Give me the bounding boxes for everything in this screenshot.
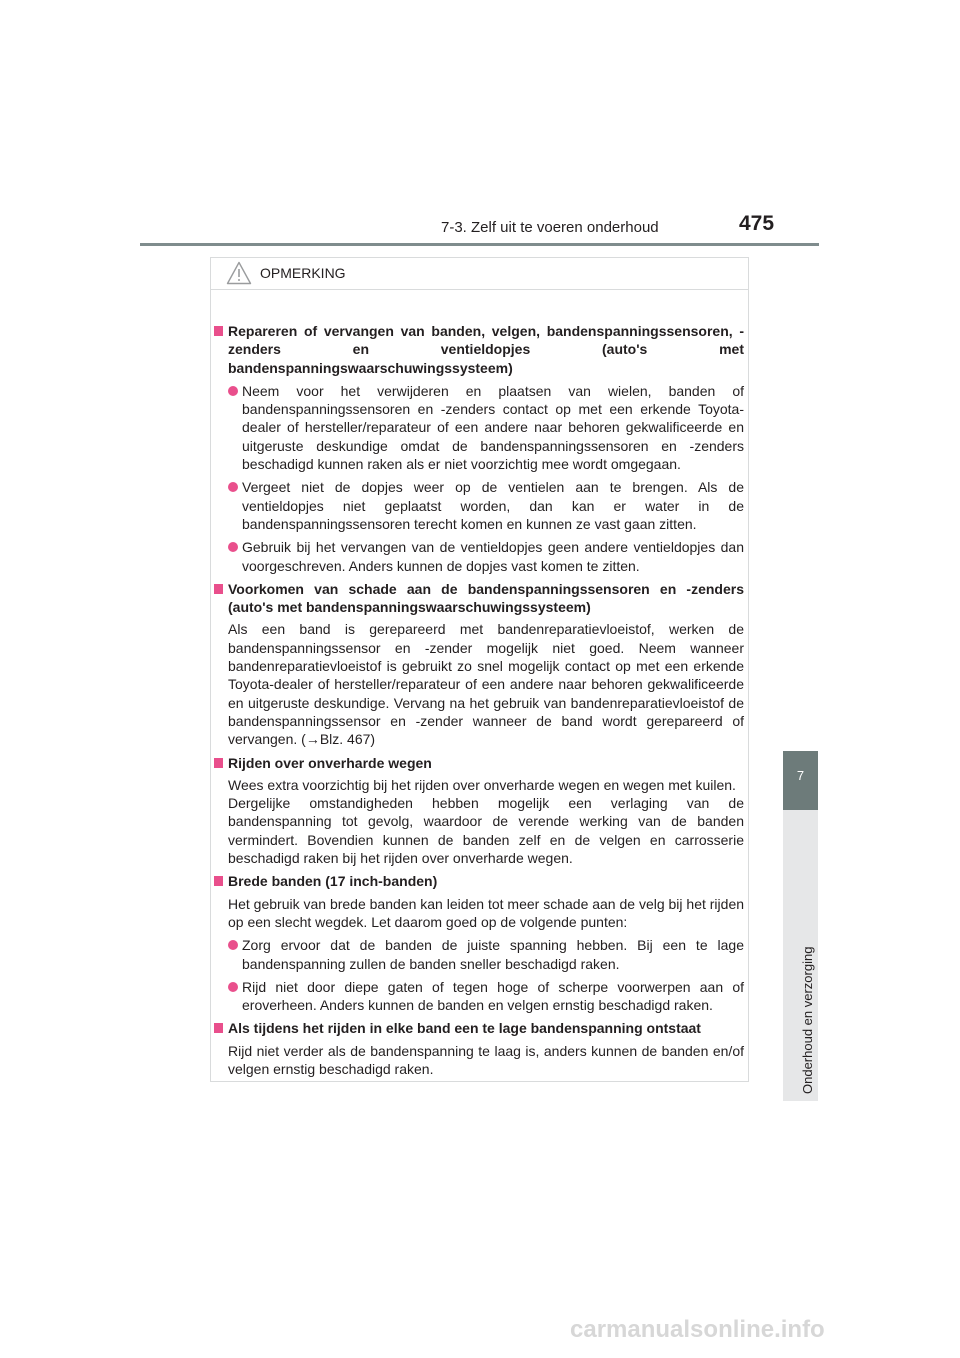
section-heading: Brede banden (17 inch-banden)	[228, 873, 438, 890]
notice-section	[212, 322, 744, 575]
section-text: Wees extra voorzichtig bij het rijden over onverharde wegen en wegen met kuilen.	[228, 776, 736, 793]
chapter-number: 7	[783, 751, 818, 810]
bullet-item: Vergeet niet de dopjes weer op de ventielen aan te brengen. Als de ventieldopjes niet geplaatst worden, dan kan er water in de bandenspanningssensoren terecht komen en kunnen ze vast gaan zitten.	[228, 478, 744, 533]
section-text: Rijd niet verder als de bandenspanning te laag is, anders kunnen de banden en/of velgen ernstig beschadigd raken.	[228, 1042, 744, 1077]
bullet-item: Neem voor het verwijderen en plaatsen van wielen, banden of bandenspanningssensoren en -zenders contact op met een erkende Toyota-dealer of hersteller/reparateur of een andere naar behoren gekwalificeerde en uitgeruste deskundige omdat de bandenspanningssensoren en -zenders beschadigd kunnen raken als er niet voorzichtig mee wordt omgegaan.	[228, 382, 744, 473]
notice-content	[212, 322, 744, 1083]
watermark: carmanualsonline.info	[570, 1316, 825, 1343]
notice-section	[212, 1019, 744, 1078]
chapter-title: Onderhoud en verzorging	[800, 946, 815, 1094]
notice-divider	[210, 289, 749, 290]
section-text: Als een band is gerepareerd met bandenreparatievloeistof, werken de bandenspanningssensor en -zender mogelijk niet goed. Neem wanneer bandenreparatievloeistof is gebruikt zo snel mogelijk contact op met een erkende Toyota-dealer of hersteller/reparateur of een andere naar behoren gekwalificeerde en uitgeruste deskundige. Vervang na het gebruik van bandenreparatievloeistof de bandenspanningssensor en -zender wanneer de band wordt gerepareerd of vervangen. (→Blz. 467)	[228, 621, 744, 748]
notice-header	[226, 261, 346, 285]
section-text: Dergelijke omstandigheden hebben mogelijk een verlaging van de bandenspanning tot gevolg, waardoor de verende werking van de banden vermindert. Bovendien kunnen de banden zelf en de velgen en carrosserie beschadigd raken bij het rijden over onverharde wegen.	[228, 795, 744, 867]
warning-triangle-icon	[226, 261, 252, 285]
bullet-item: Gebruik bij het vervangen van de ventieldopjes geen andere ventieldopjes dan voorgeschreven. Anders kunnen de dopjes vast komen te zitten.	[228, 538, 744, 575]
section-text: Het gebruik van brede banden kan leiden tot meer schade aan de velg bij het rijden op een slecht wegdek. Let daarom goed op de volgende punten:	[228, 895, 745, 930]
section-heading: Als tijdens het rijden in elke band een te lage bandenspanning ontstaat	[228, 1020, 701, 1037]
notice-section	[212, 580, 744, 749]
bullet-item: Rijd niet door diepe gaten of tegen hoge of scherpe voorwerpen aan of eroverheen. Anders kunnen de banden en velgen ernstig beschadigd raken.	[228, 978, 744, 1015]
notice-section	[212, 872, 744, 1014]
section-heading: Rijden over onverharde wegen	[228, 754, 432, 771]
section-header: 7-3. Zelf uit te voeren onderhoud	[441, 219, 659, 236]
page-number: 475	[739, 212, 775, 235]
header-divider	[140, 243, 819, 246]
notice-section	[212, 754, 744, 868]
section-heading: Repareren of vervangen van banden, velgen, bandenspanningssensoren, -zenders en ventieldopjes (auto's met bandenspanningswaarschuwingssysteem)	[228, 323, 744, 376]
notice-title: OPMERKING	[260, 265, 346, 281]
bullet-item: Zorg ervoor dat de banden de juiste spanning hebben. Bij een te lage bandenspanning zullen de banden sneller beschadigd raken.	[228, 936, 744, 973]
section-heading: Voorkomen van schade aan de bandenspanningssensoren en -zenders (auto's met bandenspanningswaarschuwingssysteem)	[228, 580, 744, 616]
